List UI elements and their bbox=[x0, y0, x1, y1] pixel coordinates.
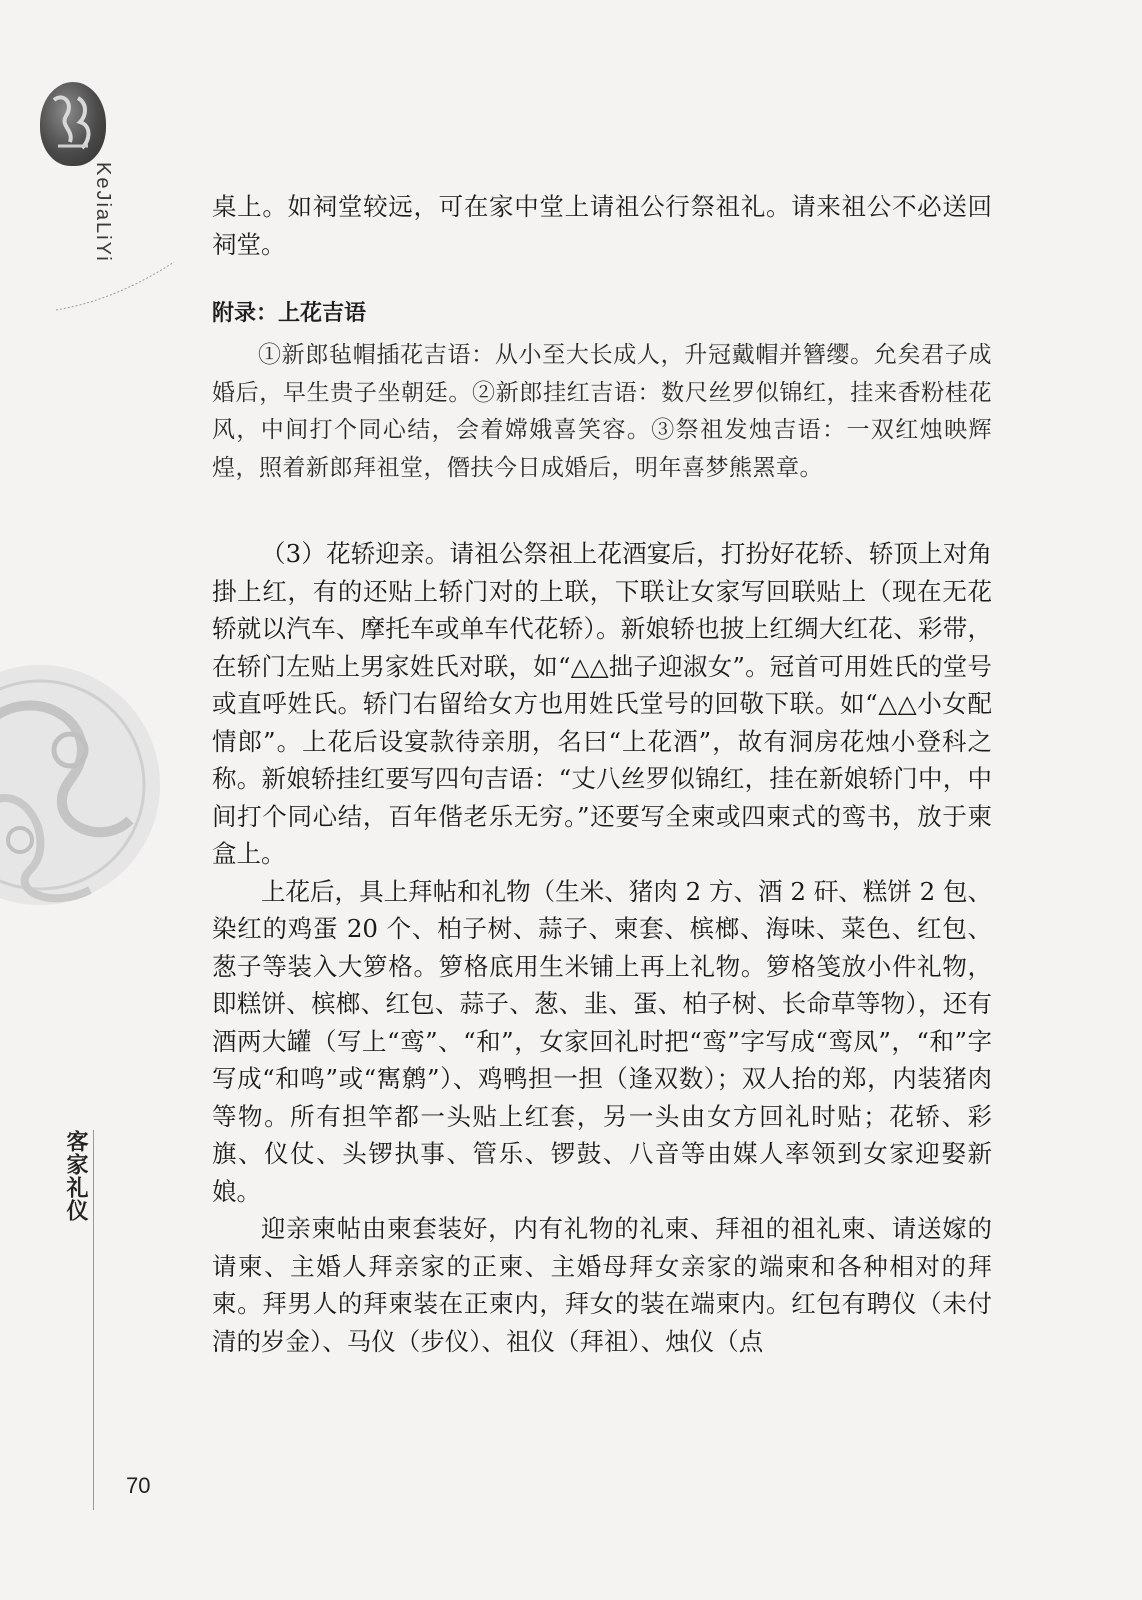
section-title: 客家礼仪 bbox=[64, 1130, 89, 1222]
page-number: 70 bbox=[126, 1473, 151, 1498]
seal-logo-icon bbox=[40, 82, 106, 166]
ornament-pattern-icon bbox=[0, 640, 160, 930]
body-text bbox=[212, 188, 992, 1360]
paragraph-4: 上花后，具上拜帖和礼物（生米、猪肉 2 方、酒 2 矸、糕饼 2 包、染红的鸡蛋 20 个、柏子树、蒜子、柬套、槟榔、海味、菜色、红包、葱子等装入大箩格。箩格底用生米铺上再上礼物。箩格笺放小件礼物，即糕饼、槟榔、红包、蒜子、葱、韭、蛋、柏子树、长命草等物），还有酒两大罐（写上“鸾”、“和”，女家回礼时把“鸾”字写成“鸾凤”，“和”字写成“和鸣”或“寯鹩”）、鸡鸭担一担（逢双数）；双人抬的郑，内装猪肉等物。所有担竿都一头贴上红套，另一头由女方回礼时贴；花轿、彩旗、仪仗、头锣执事、管乐、锣鼓、八音等由媒人率领到女家迎娶新娘。 bbox=[212, 876, 992, 1206]
margin-rule bbox=[93, 1130, 94, 1510]
appendix-heading: 附录：上花吉语 bbox=[212, 300, 367, 325]
decorative-line bbox=[56, 260, 176, 320]
appendix-text: ①新郎毡帽插花吉语：从小至大长成人，升冠戴帽并簪缨。允矣君子成婚后，早生贵子坐朝廷。②新郎挂红吉语：数尺丝罗似锦红，挂来香粉桂花风，中间打个同心结，会着嫦娥喜笑容。③祭祖发烛吉语：一双红烛映辉煌，照着新郎拜祖堂，僭扶今日成婚后，明年喜梦熊罴章。 bbox=[212, 342, 992, 481]
paragraph-5: 迎亲柬帖由柬套装好，内有礼物的礼柬、拜祖的祖礼柬、请送嫁的请柬、主婚人拜亲家的正柬、主婚母拜女亲家的端柬和各种相对的拜柬。拜男人的拜柬装在正柬内，拜女的装在端柬内。红包有聘仪（未付清的岁金）、马仪（步仪）、祖仪（拜祖）、烛仪（点 bbox=[212, 1214, 992, 1356]
paragraph-3: （3）花轿迎亲。请祖公祭祖上花酒宴后，打扮好花轿、轿顶上对角掛上红，有的还贴上轿门对的上联，下联让女家写回联贴上（现在无花轿就以汽车、摩托车或单车代花轿）。新娘轿也披上红绸大红花、彩带，在轿门左贴上男家姓氏对联，如“△△拙子迎淑女”。冠首可用姓氏的堂号或直呼姓氏。轿门右留给女方也用姓氏堂号的回敬下联。如“△△小女配情郎”。上花后设宴款待亲朋，名曰“上花酒”，故有洞房花烛小登科之称。新娘轿挂红要写四句吉语：“丈八丝罗似锦红，挂在新娘轿门中，中间打个同心结，百年偕老乐无穷。”还要写全柬或四柬式的鸾书，放于柬盒上。 bbox=[212, 539, 992, 868]
running-head: KeJiaLiYi bbox=[92, 162, 114, 263]
paragraph-intro: 桌上。如祠堂较远，可在家中堂上请祖公行祭祖礼。请来祖公不必送回祠堂。 bbox=[212, 192, 992, 259]
